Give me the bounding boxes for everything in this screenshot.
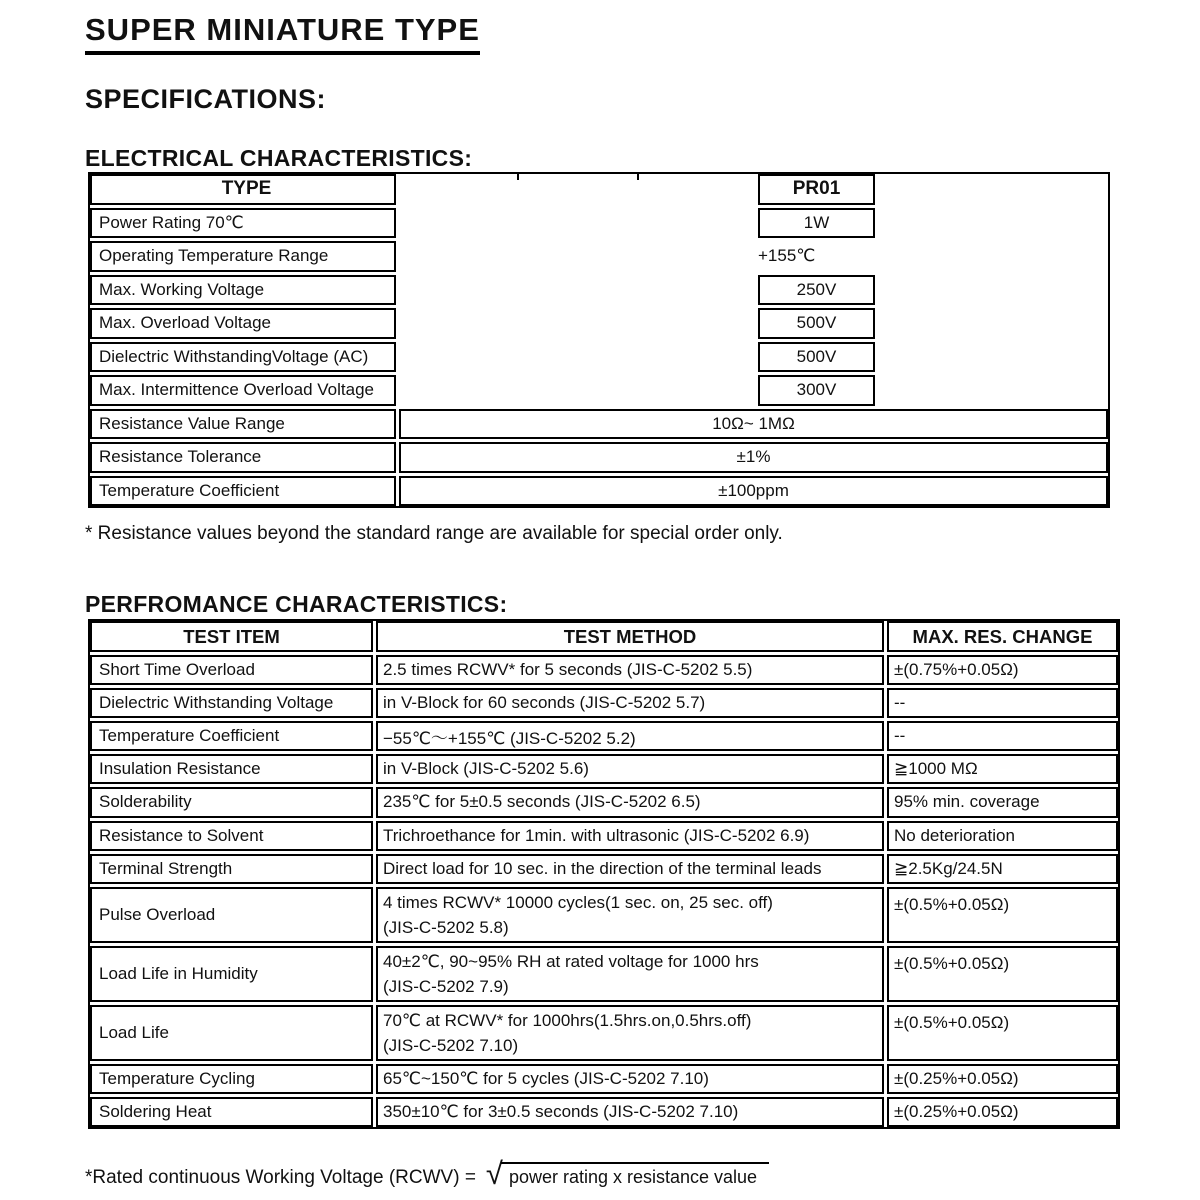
table-edge-tick bbox=[637, 174, 639, 180]
row-label-max-working-voltage: Max. Working Voltage bbox=[90, 275, 396, 306]
test-item-cell: Short Time Overload bbox=[90, 655, 373, 685]
table-edge-tick bbox=[517, 174, 519, 180]
header-max-res-change: MAX. RES. CHANGE bbox=[887, 621, 1118, 652]
test-method-cell: −55℃～+155℃ (JIS-C-5202 5.2) bbox=[376, 721, 884, 751]
test-item-cell: Dielectric Withstanding Voltage bbox=[90, 688, 373, 718]
row-value-resistance-tolerance: ±1% bbox=[399, 442, 1108, 473]
res-change-cell: ±(0.75%+0.05Ω) bbox=[887, 655, 1118, 685]
test-method-cell bbox=[376, 1005, 884, 1061]
page-title: SUPER MINIATURE TYPE bbox=[85, 12, 480, 55]
test-method-cell: in V-Block (JIS-C-5202 5.6) bbox=[376, 754, 884, 784]
rcwv-expression: power rating x resistance value bbox=[501, 1162, 769, 1188]
res-change-cell: No deterioration bbox=[887, 821, 1118, 851]
res-change-cell: -- bbox=[887, 721, 1118, 751]
specifications-heading: SPECIFICATIONS: bbox=[85, 84, 327, 114]
res-change-cell: ±(0.5%+0.05Ω) bbox=[887, 946, 1118, 1002]
test-method-cell: 350±10℃ for 3±0.5 seconds (JIS-C-5202 7.10) bbox=[376, 1097, 884, 1127]
electrical-characteristics-heading: ELECTRICAL CHARACTERISTICS: bbox=[85, 145, 473, 171]
header-test-item: TEST ITEM bbox=[90, 621, 373, 652]
row-label-dielectric-withstanding: Dielectric WithstandingVoltage (AC) bbox=[90, 342, 396, 373]
row-label-power-rating: Power Rating 70℃ bbox=[90, 208, 396, 239]
res-change-cell: ≧2.5Kg/24.5N bbox=[887, 854, 1118, 884]
row-value-max-overload-voltage: 500V bbox=[758, 308, 875, 339]
row-label-operating-temperature: Operating Temperature Range bbox=[90, 241, 396, 272]
test-item-cell: Solderability bbox=[90, 787, 373, 817]
res-change-cell: -- bbox=[887, 688, 1118, 718]
row-value-max-working-voltage: 250V bbox=[758, 275, 875, 306]
row-label-resistance-range: Resistance Value Range bbox=[90, 409, 396, 440]
resistance-range-note: * Resistance values beyond the standard range are available for special order only. bbox=[85, 523, 783, 544]
test-method-cell: 2.5 times RCWV* for 5 seconds (JIS-C-5202 5.5) bbox=[376, 655, 884, 685]
test-method-line2: (JIS-C-5202 7.10) bbox=[383, 1035, 519, 1055]
row-value-power-rating: 1W bbox=[758, 208, 875, 239]
res-change-cell: ±(0.25%+0.05Ω) bbox=[887, 1097, 1118, 1127]
row-value-intermittence-overload: 300V bbox=[758, 375, 875, 406]
test-method-line1: 40±2℃, 90~95% RH at rated voltage for 1000 hrs bbox=[383, 951, 759, 971]
test-item-cell: Pulse Overload bbox=[90, 887, 373, 943]
test-method-line2: (JIS-C-5202 5.8) bbox=[383, 917, 509, 937]
test-item-cell: Temperature Coefficient bbox=[90, 721, 373, 751]
type-header-cell: TYPE bbox=[90, 174, 396, 205]
performance-characteristics-heading: PERFROMANCE CHARACTERISTICS: bbox=[85, 591, 508, 617]
test-item-cell: Load Life bbox=[90, 1005, 373, 1061]
radical-sign: √ bbox=[485, 1156, 503, 1191]
row-label-temperature-coefficient: Temperature Coefficient bbox=[90, 476, 396, 507]
res-change-cell: 95% min. coverage bbox=[887, 787, 1118, 817]
res-change-cell: ≧1000 MΩ bbox=[887, 754, 1118, 784]
test-item-cell: Soldering Heat bbox=[90, 1097, 373, 1127]
test-method-cell: Direct load for 10 sec. in the direction of the terminal leads bbox=[376, 854, 884, 884]
test-method-cell: Trichroethance for 1min. with ultrasonic (JIS-C-5202 6.9) bbox=[376, 821, 884, 851]
res-change-cell: ±(0.5%+0.05Ω) bbox=[887, 887, 1118, 943]
header-test-method: TEST METHOD bbox=[376, 621, 884, 652]
row-value-operating-temperature bbox=[399, 241, 1108, 272]
test-item-cell: Insulation Resistance bbox=[90, 754, 373, 784]
rcwv-prefix: *Rated continuous Working Voltage (RCWV) = bbox=[85, 1167, 476, 1188]
operating-temperature-value: +155℃ bbox=[758, 246, 816, 266]
test-method-line2: (JIS-C-5202 7.9) bbox=[383, 976, 509, 996]
electrical-characteristics-table bbox=[88, 172, 1110, 508]
type-name-cell: PR01 bbox=[758, 174, 875, 205]
test-method-line1: 70℃ at RCWV* for 1000hrs(1.5hrs.on,0.5hrs.off) bbox=[383, 1010, 752, 1030]
test-item-cell: Temperature Cycling bbox=[90, 1064, 373, 1094]
res-change-cell: ±(0.5%+0.05Ω) bbox=[887, 1005, 1118, 1061]
row-value-temperature-coefficient: ±100ppm bbox=[399, 476, 1108, 507]
row-value-dielectric-withstanding: 500V bbox=[758, 342, 875, 373]
performance-characteristics-table bbox=[88, 619, 1120, 1129]
test-item-cell: Resistance to Solvent bbox=[90, 821, 373, 851]
row-value-resistance-range: 10Ω~ 1MΩ bbox=[399, 409, 1108, 440]
row-label-intermittence-overload: Max. Intermittence Overload Voltage bbox=[90, 375, 396, 406]
rcwv-footnote bbox=[85, 1156, 769, 1191]
test-method-line1: 4 times RCWV* 10000 cycles(1 sec. on, 25 sec. off) bbox=[383, 892, 773, 912]
test-method-cell bbox=[376, 946, 884, 1002]
test-item-cell: Load Life in Humidity bbox=[90, 946, 373, 1002]
test-method-cell bbox=[376, 887, 884, 943]
test-method-cell: 65℃~150℃ for 5 cycles (JIS-C-5202 7.10) bbox=[376, 1064, 884, 1094]
test-method-cell: in V-Block for 60 seconds (JIS-C-5202 5.7) bbox=[376, 688, 884, 718]
test-item-cell: Terminal Strength bbox=[90, 854, 373, 884]
test-method-cell: 235℃ for 5±0.5 seconds (JIS-C-5202 6.5) bbox=[376, 787, 884, 817]
row-label-resistance-tolerance: Resistance Tolerance bbox=[90, 442, 396, 473]
row-label-max-overload-voltage: Max. Overload Voltage bbox=[90, 308, 396, 339]
res-change-cell: ±(0.25%+0.05Ω) bbox=[887, 1064, 1118, 1094]
